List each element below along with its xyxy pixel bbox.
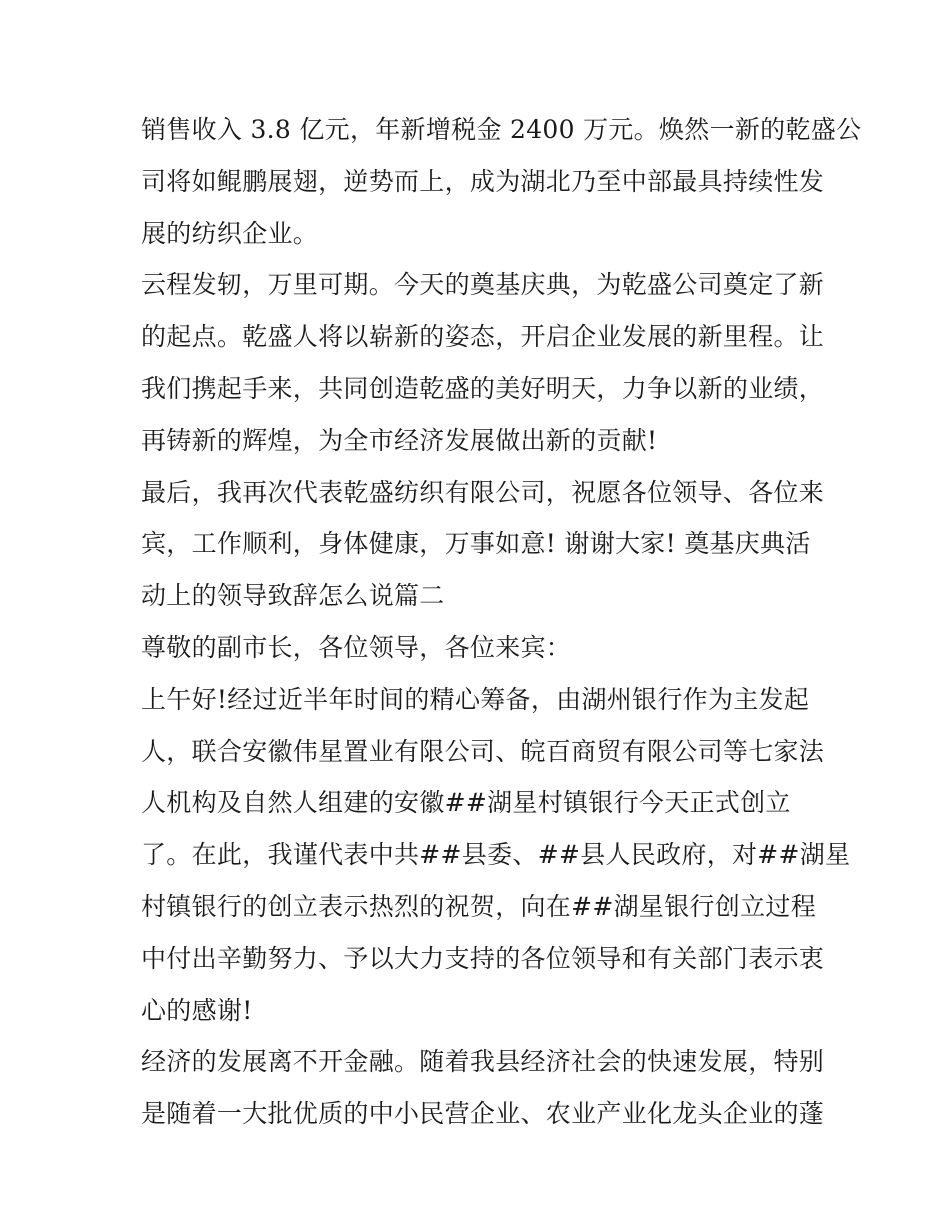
text-line: 是随着一大批优质的中小民营企业、农业产业化龙头企业的蓬 (141, 1099, 825, 1129)
text-line: 云程发轫，万里可期。今天的奠基庆典，为乾盛公司奠定了新 (141, 270, 825, 300)
text-line: 的起点。乾盛人将以崭新的姿态，开启企业发展的新里程。让 (141, 322, 825, 352)
text-line: 我们携起手来，共同创造乾盛的美好明天，力争以新的业绩， (141, 373, 825, 403)
text-line: 最后，我再次代表乾盛纺织有限公司，祝愿各位领导、各位来 (141, 477, 825, 507)
text-line: 人机构及自然人组建的安徽##湖星村镇银行今天正式创立 (141, 788, 791, 818)
text-line: 宾，工作顺利，身体健康，万事如意! 谢谢大家! 奠基庆典活 (141, 529, 811, 559)
text-line: 销售收入 3.8 亿元，年新增税金 2400 万元。焕然一新的乾盛公 (141, 115, 862, 144)
text-line: 了。在此，我谨代表中共##县委、##县人民政府，对##湖星 (141, 840, 851, 870)
text-line: 上午好!经过近半年时间的精心筹备，由湖州银行作为主发起 (141, 684, 810, 714)
text-line: 经济的发展离不开金融。随着我县经济社会的快速发展，特别 (141, 1047, 825, 1077)
section-heading-line: 动上的领导致辞怎么说篇二 (141, 581, 445, 611)
text-line: 人，联合安徽伟星置业有限公司、皖百商贸有限公司等七家法 (141, 736, 825, 766)
document-body (141, 108, 862, 1144)
salutation-line: 尊敬的副市长，各位领导，各位来宾： (141, 632, 572, 662)
text-line: 展的纺织企业。 (141, 218, 319, 248)
text-line: 中付出辛勤努力、予以大力支持的各位领导和有关部门表示衷 (141, 943, 825, 973)
text-line: 村镇银行的创立表示热烈的祝贺，向在##湖星银行创立过程 (141, 891, 816, 921)
text-line: 再铸新的辉煌，为全市经济发展做出新的贡献! (141, 425, 658, 455)
text-line: 心的感谢! (141, 995, 253, 1025)
text-line: 司将如鲲鹏展翅，逆势而上，成为湖北乃至中部最具持续性发 (141, 166, 825, 196)
